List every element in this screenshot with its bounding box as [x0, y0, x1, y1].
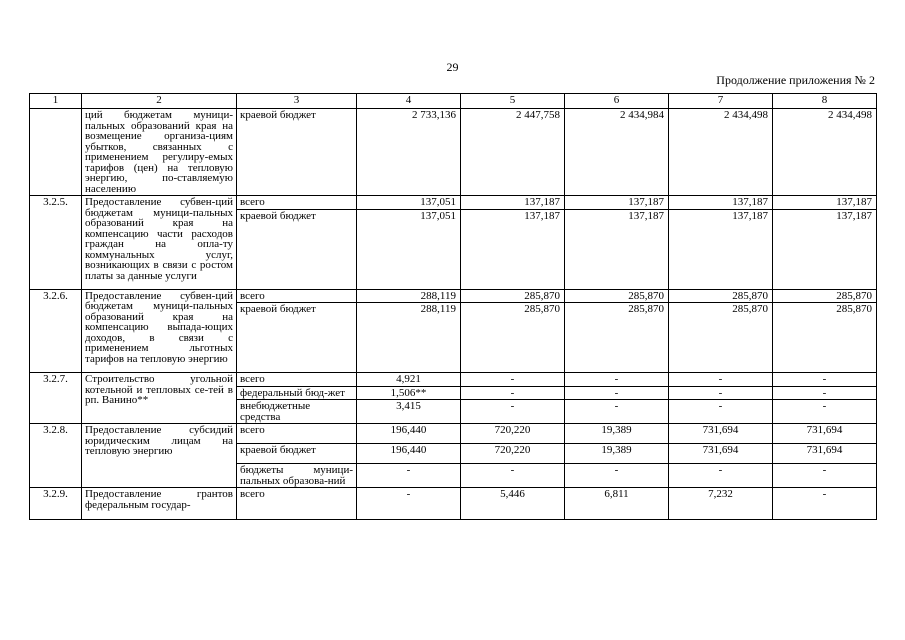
value-col-4: 137,051 [357, 209, 461, 289]
table-row [30, 373, 877, 387]
value-col-4: 4,921 [357, 373, 461, 387]
row-description: Предоставление субвен-ций бюджетам муници-пальных образований края на компенсацию выпада-ющих доходов, в связи с применением льготных тарифов на тепловую энергию [82, 289, 237, 373]
value-col-5: 5,446 [461, 488, 565, 520]
value-col-4: 288,119 [357, 289, 461, 303]
header-col-8: 8 [773, 94, 877, 109]
budget-table [29, 93, 877, 520]
table-row [30, 196, 877, 210]
funding-source: бюджеты муници-пальных образова-ний [237, 464, 357, 488]
value-col-7: 7,232 [669, 488, 773, 520]
funding-source: краевой бюджет [237, 209, 357, 289]
value-col-6: - [565, 386, 669, 400]
funding-source: краевой бюджет [237, 444, 357, 464]
row-description: Предоставление грантов федеральным государ- [82, 488, 237, 520]
row-description: Строительство угольной котельной и тепловых се-тей в рп. Ванино** [82, 373, 237, 424]
value-col-7: 137,187 [669, 209, 773, 289]
header-col-4: 4 [357, 94, 461, 109]
row-index: 3.2.5. [30, 196, 82, 290]
value-col-7: 285,870 [669, 303, 773, 373]
row-index: 3.2.9. [30, 488, 82, 520]
value-col-5: - [461, 373, 565, 387]
value-col-7: 137,187 [669, 196, 773, 210]
value-col-7: - [669, 400, 773, 424]
value-col-7: 285,870 [669, 289, 773, 303]
header-row [30, 94, 877, 109]
row-description: Предоставление субсидий юридическим лицам на тепловую энергию [82, 424, 237, 488]
funding-source: внебюджетные средства [237, 400, 357, 424]
value-col-7: 2 434,498 [669, 109, 773, 196]
row-index [30, 109, 82, 196]
value-col-4: 3,415 [357, 400, 461, 424]
funding-source: всего [237, 488, 357, 520]
continuation-caption: Продолжение приложения № 2 [716, 73, 875, 87]
value-col-6: 2 434,984 [565, 109, 669, 196]
row-description: ций бюджетам муници-пальных образований края на возмещение организа-циям убытков, связанных с применением регулиру-емых тарифов (цен) на тепловую энергию, по-ставляемую населению [82, 109, 237, 196]
value-col-4: - [357, 464, 461, 488]
value-col-8: - [773, 464, 877, 488]
value-col-5: 285,870 [461, 289, 565, 303]
value-col-6: - [565, 373, 669, 387]
value-col-8: 137,187 [773, 209, 877, 289]
header-col-6: 6 [565, 94, 669, 109]
value-col-5: 720,220 [461, 444, 565, 464]
value-col-5: 137,187 [461, 196, 565, 210]
value-col-4: 137,051 [357, 196, 461, 210]
header-col-3: 3 [237, 94, 357, 109]
value-col-6: 6,811 [565, 488, 669, 520]
value-col-5: - [461, 464, 565, 488]
table-row [30, 424, 877, 444]
funding-source: всего [237, 196, 357, 210]
value-col-4: - [357, 488, 461, 520]
table-row [30, 488, 877, 520]
value-col-8: - [773, 488, 877, 520]
value-col-4: 1,506** [357, 386, 461, 400]
value-col-6: 137,187 [565, 209, 669, 289]
value-col-5: 137,187 [461, 209, 565, 289]
value-col-8: 731,694 [773, 444, 877, 464]
funding-source: краевой бюджет [237, 109, 357, 196]
funding-source: всего [237, 424, 357, 444]
header-col-2: 2 [82, 94, 237, 109]
value-col-7: 731,694 [669, 424, 773, 444]
table-row [30, 289, 877, 303]
value-col-6: 19,389 [565, 424, 669, 444]
funding-source: всего [237, 289, 357, 303]
value-col-7: - [669, 373, 773, 387]
funding-source: федеральный бюд-жет [237, 386, 357, 400]
value-col-8: 285,870 [773, 289, 877, 303]
value-col-5: 720,220 [461, 424, 565, 444]
row-description: Предоставление субвен-ций бюджетам муници-пальных образований края на компенсацию части расходов граждан на опла-ту коммунальных услуг, возникающих в связи с ростом платы за данные услуги [82, 196, 237, 290]
value-col-6: - [565, 464, 669, 488]
page-number: 29 [446, 60, 459, 74]
value-col-5: - [461, 400, 565, 424]
value-col-8: 2 434,498 [773, 109, 877, 196]
value-col-7: 731,694 [669, 444, 773, 464]
value-col-5: 2 447,758 [461, 109, 565, 196]
value-col-4: 2 733,136 [357, 109, 461, 196]
value-col-4: 196,440 [357, 424, 461, 444]
funding-source: всего [237, 373, 357, 387]
value-col-4: 288,119 [357, 303, 461, 373]
value-col-8: 285,870 [773, 303, 877, 373]
table-row [30, 109, 877, 196]
row-index: 3.2.6. [30, 289, 82, 373]
value-col-6: - [565, 400, 669, 424]
value-col-7: - [669, 464, 773, 488]
value-col-5: 285,870 [461, 303, 565, 373]
value-col-7: - [669, 386, 773, 400]
value-col-8: - [773, 373, 877, 387]
header-col-5: 5 [461, 94, 565, 109]
header-col-1: 1 [30, 94, 82, 109]
row-index: 3.2.8. [30, 424, 82, 488]
header-col-7: 7 [669, 94, 773, 109]
value-col-8: 137,187 [773, 196, 877, 210]
value-col-5: - [461, 386, 565, 400]
value-col-8: 731,694 [773, 424, 877, 444]
value-col-4: 196,440 [357, 444, 461, 464]
value-col-8: - [773, 386, 877, 400]
value-col-6: 137,187 [565, 196, 669, 210]
value-col-6: 19,389 [565, 444, 669, 464]
value-col-8: - [773, 400, 877, 424]
value-col-6: 285,870 [565, 289, 669, 303]
row-index: 3.2.7. [30, 373, 82, 424]
value-col-6: 285,870 [565, 303, 669, 373]
funding-source: краевой бюджет [237, 303, 357, 373]
